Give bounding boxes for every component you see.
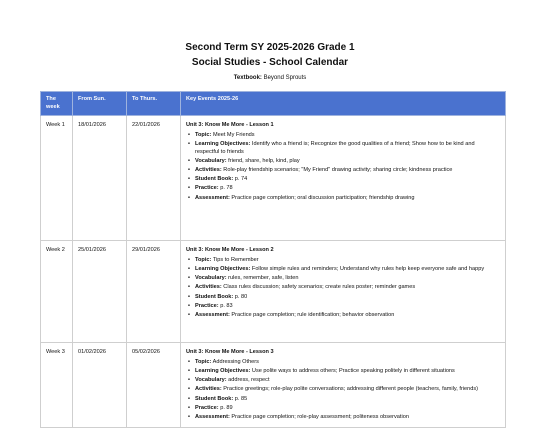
table-row [41,241,506,343]
from-date-cell: 01/02/2026 [73,343,127,428]
lesson-title: Unit 3: Know Me More - Lesson 1 [186,122,274,129]
list-item: • Practice: p. 89 [188,404,233,411]
list-item: • Practice: p. 83 [188,302,233,309]
list-item: • Topic: Meet My Friends [188,131,255,138]
column-header-events: Key Events 2025-26 [181,92,506,116]
textbook-label: Textbook: [233,75,262,81]
table-row [41,343,506,428]
list-item: • Assessment: Practice page completion; oral discussion participation; friendship drawing [188,194,415,201]
lesson-details-list [186,132,500,202]
list-item: • Assessment: Practice page completion; role-play assessment; politeness observation [188,413,409,420]
list-item: • Activities: Practice greetings; role-play polite conversations; addressing different people (teachers, family, friends) [188,386,479,393]
list-item: • Vocabulary: rules, remember, safe, listen [188,275,299,282]
list-item: • Learning Objectives: Identify who a friend is; Recognize the good qualities of a friend; Show how to be kind and respectful to friends [188,140,475,155]
from-date-cell: 18/01/2026 [73,116,127,241]
to-date-cell: 29/01/2026 [127,241,181,343]
list-item: • Activities: Role-play friendship scenarios; "My Friend" drawing activity; sharing circle; kindness practice [188,166,453,173]
events-cell [181,343,506,428]
list-item: • Student Book: p. 80 [188,293,248,300]
lesson-details-list [186,257,500,320]
column-header-week: The week [41,92,73,116]
week-cell: Week 2 [41,241,73,343]
events-cell [181,241,506,343]
list-item: • Learning Objectives: Follow simple rules and reminders; Understand why rules help keep everyone safe and happy [188,265,485,272]
events-cell [181,116,506,241]
column-header-to: To Thurs. [127,92,181,116]
week-cell: Week 3 [41,343,73,428]
document-subtitle: Social Studies - School Calendar [191,57,349,68]
list-item: • Vocabulary: friend, share, help, kind, play [188,157,300,164]
list-item: • Assessment: Practice page completion; rule identification; behavior observation [188,311,395,318]
calendar-table [40,91,506,428]
table-row [41,116,506,241]
lesson-details-list [186,359,500,422]
document-title: Second Term SY 2025-2026 Grade 1 [185,42,355,53]
list-item: • Student Book: p. 74 [188,176,248,183]
list-item: • Vocabulary: address, respect [188,377,270,384]
list-item: • Learning Objectives: Use polite ways to address others; Practice speaking politely in different situations [188,367,455,374]
list-item: • Activities: Class rules discussion; safety scenarios; create rules poster; reminder games [188,284,416,291]
table-header-row [41,92,506,116]
textbook-line [0,74,540,82]
lesson-title: Unit 3: Know Me More - Lesson 3 [186,349,274,356]
lesson-title: Unit 3: Know Me More - Lesson 2 [186,247,274,254]
column-header-from: From Sun. [73,92,127,116]
from-date-cell: 25/01/2026 [73,241,127,343]
list-item: • Topic: Tips to Remember [188,256,259,263]
week-cell: Week 1 [41,116,73,241]
to-date-cell: 05/02/2026 [127,343,181,428]
list-item: • Student Book: p. 85 [188,395,248,402]
list-item: • Practice: p. 78 [188,185,233,192]
list-item: • Topic: Addressing Others [188,358,259,365]
to-date-cell: 22/01/2026 [127,116,181,241]
textbook-value: Beyond Sprouts [263,75,307,81]
